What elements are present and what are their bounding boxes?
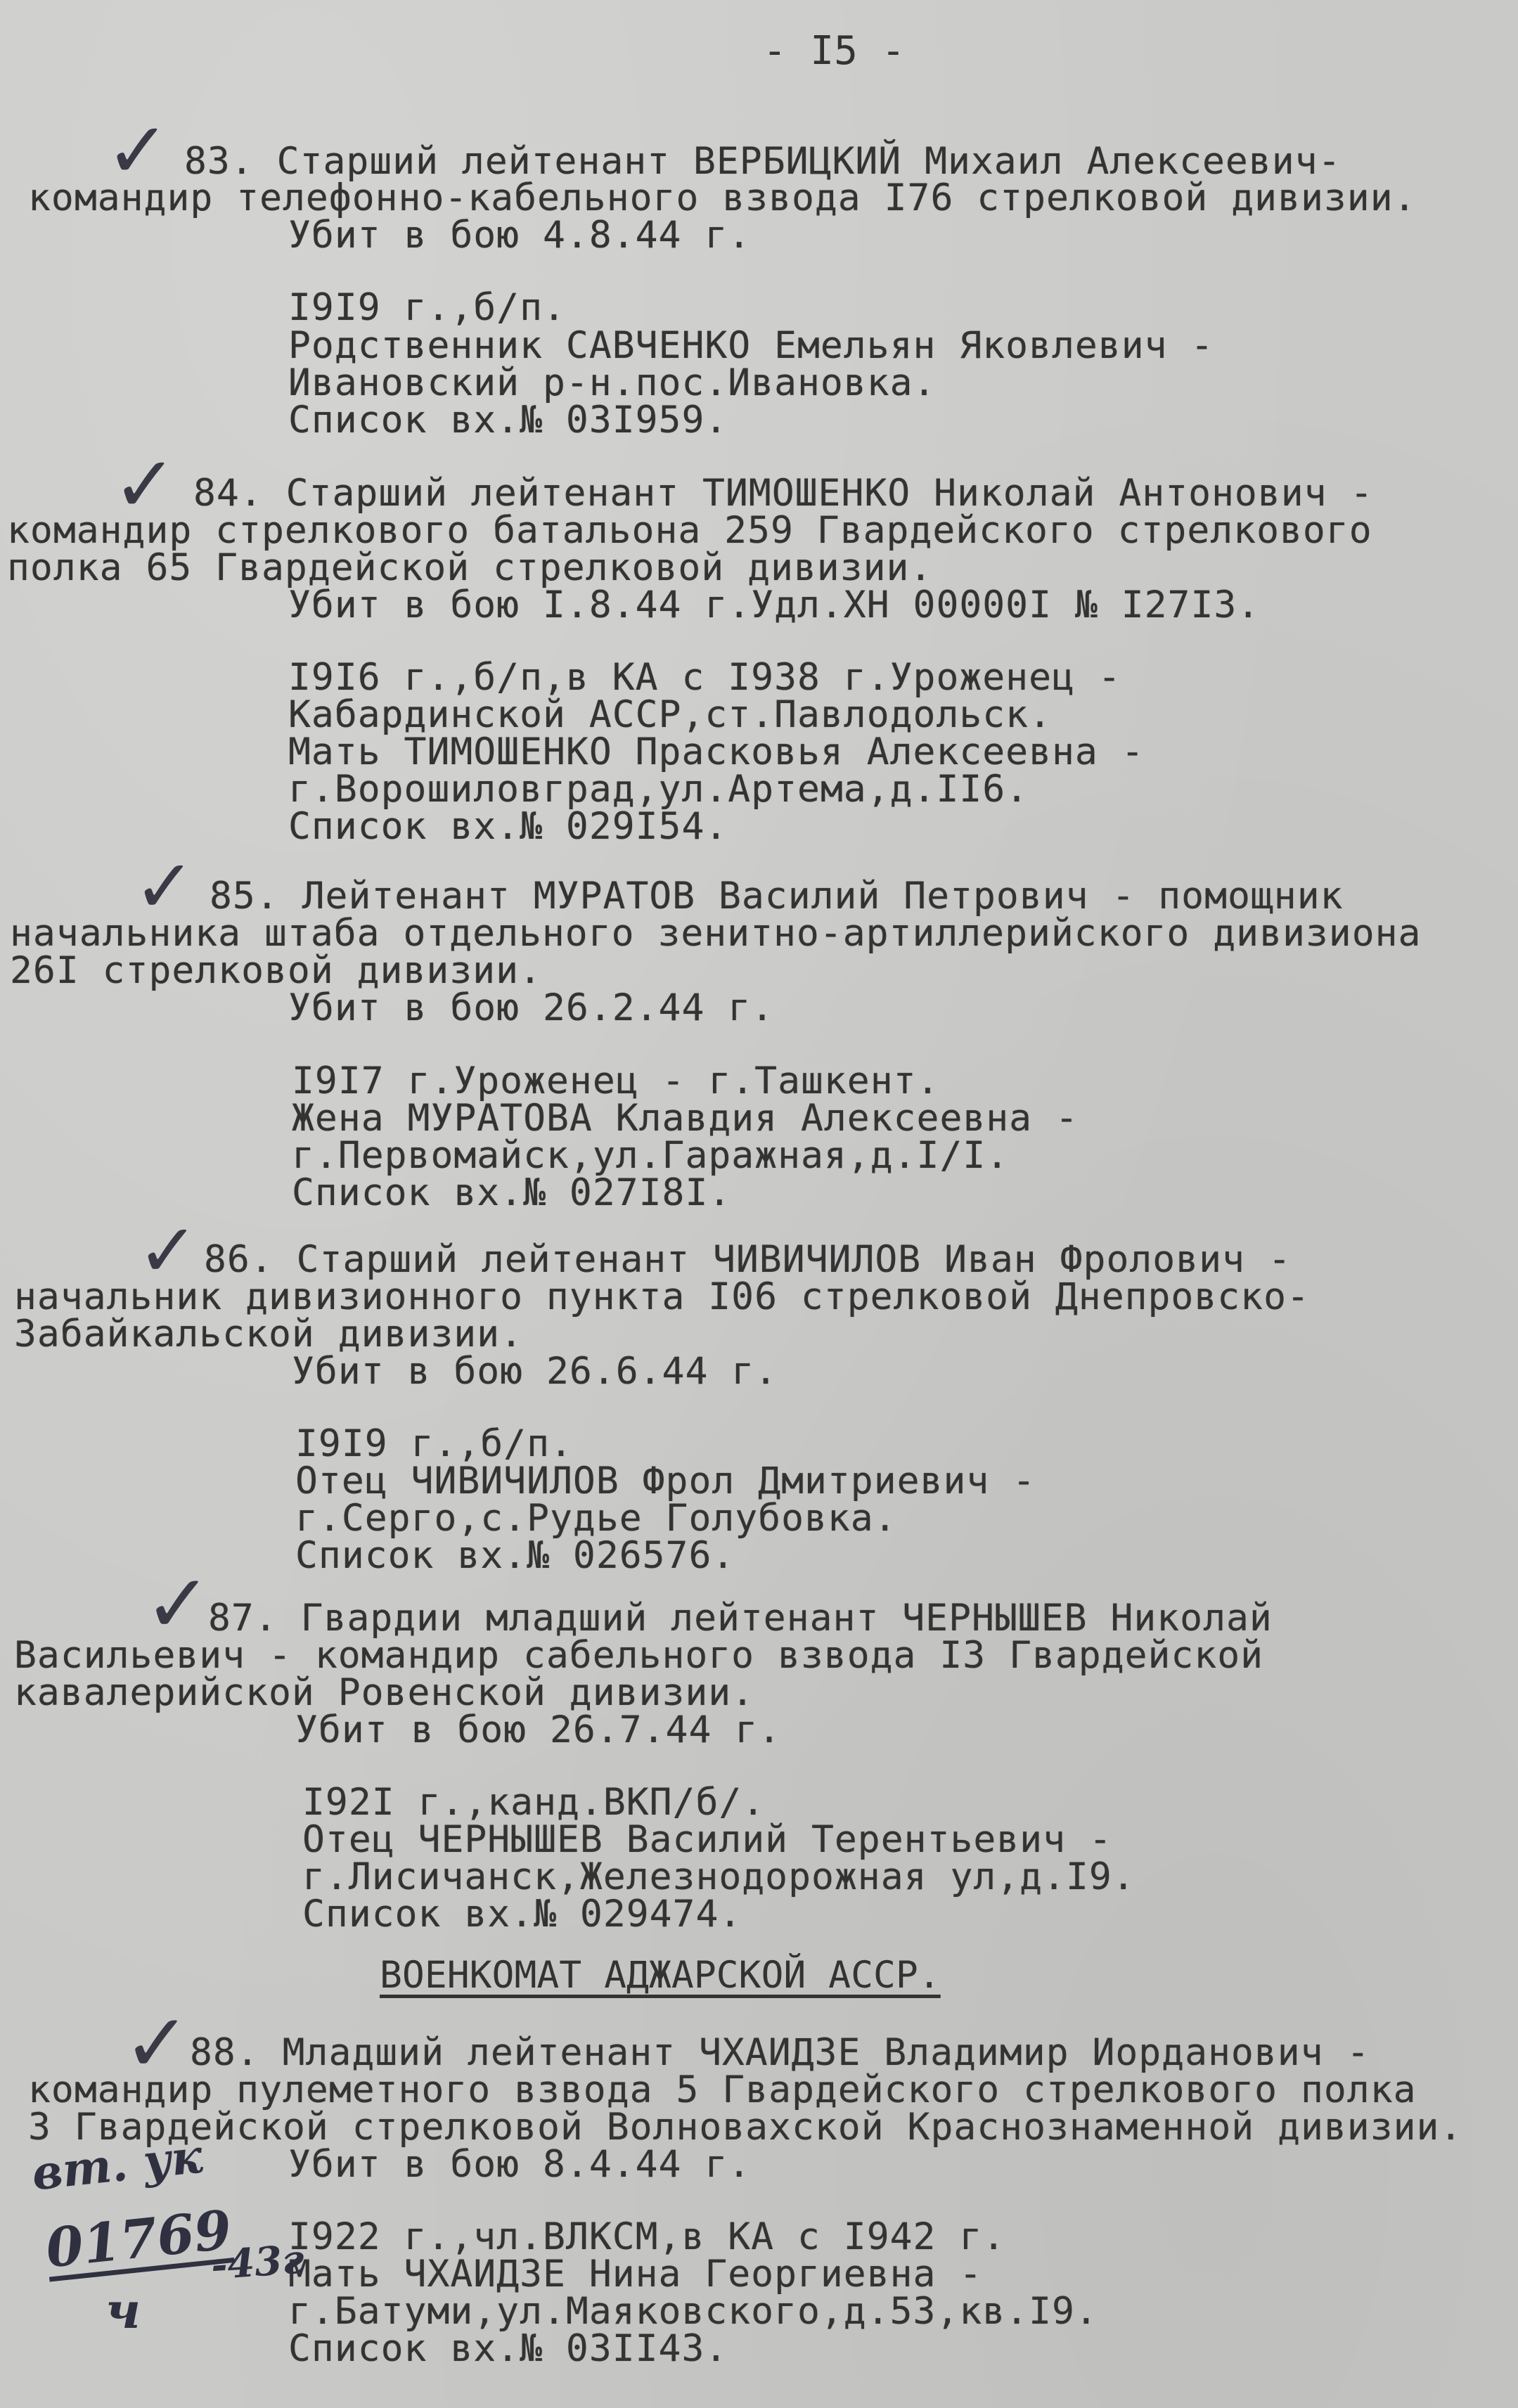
check-mark-icon: ✓: [144, 1557, 212, 1652]
entry-88-line-4: Убит в бою 8.4.44 г.: [288, 2143, 752, 2186]
entry-83-line-4: I9I9 г.,б/п.: [288, 286, 566, 329]
entry-85-line-7: г.Первомайск,ул.Гаражная,д.I/I.: [292, 1134, 1010, 1177]
check-mark-icon: ✓: [105, 105, 171, 195]
entry-86-line-5: I9I9 г.,б/п.: [295, 1422, 573, 1465]
entry-88-line-5: I922 г.,чл.ВЛКСМ,в КА с I942 г.: [288, 2215, 1006, 2258]
entry-84-line-6: Кабардинской АССР,ст.Павлодольск.: [288, 693, 1052, 736]
page-number: - I5 -: [763, 28, 906, 74]
entry-85-line-4: Убит в бою 26.2.44 г.: [288, 986, 775, 1029]
entry-85-line-5: I9I7 г.Уроженец - г.Ташкент.: [292, 1060, 940, 1102]
entry-86-line-4: Убит в бою 26.6.44 г.: [292, 1350, 778, 1393]
check-mark-icon: ✓: [123, 1997, 191, 2091]
entry-85-line-2: начальника штаба отдельного зенитно-артиллерийского дивизиона: [10, 912, 1422, 955]
entry-87-line-2: Васильевич - командир сабельного взвода I3 Гвардейской: [14, 1634, 1264, 1677]
entry-84-line-9: Список вх.№ 029I54.: [288, 805, 728, 848]
entry-85-line-6: Жена МУРАТОВА Клавдия Алексеевна -: [292, 1097, 1079, 1140]
entry-87-line-1: 87. Гвардии младший лейтенант ЧЕРНЫШЕВ Николай: [208, 1597, 1273, 1640]
entry-86-line-1: 86. Старший лейтенант ЧИВИЧИЛОВ Иван Фролович -: [204, 1238, 1292, 1281]
entry-83-line-5: Родственник САВЧЕНКО Емельян Яковлевич -: [288, 324, 1214, 367]
entry-84-line-2: командир стрелкового батальона 259 Гвардейского стрелкового: [7, 509, 1372, 552]
handwritten-note-4: -43г: [209, 2236, 306, 2289]
entry-87-line-6: Отец ЧЕРНЫШЕВ Василий Терентьевич -: [302, 1818, 1112, 1861]
entry-87-line-7: г.Лисичанск,Железнодорожная ул,д.I9.: [302, 1855, 1136, 1898]
entry-88-line-1: 88. Младший лейтенант ЧХАИДЗЕ Владимир Иорданович -: [190, 2031, 1370, 2074]
check-mark-icon: ✓: [134, 844, 195, 929]
entry-88-line-3: 3 Гвардейской стрелковой Волновахской Краснознаменной дивизии.: [28, 2106, 1463, 2149]
entry-84-line-4: Убит в бою I.8.44 г.Удл.ХН 00000I № I27I3.: [288, 584, 1261, 626]
entry-84-line-8: г.Ворошиловград,ул.Артема,д.II6.: [288, 768, 1029, 811]
entry-83-line-1: 83. Старший лейтенант ВЕРБИЦКИЙ Михаил Алексеевич-: [184, 140, 1342, 183]
entry-88-line-6: Мать ЧХАИДЗЕ Нина Георгиевна -: [288, 2253, 983, 2296]
entry-84-line-1: 84. Старший лейтенант ТИМОШЕНКО Николай Антонович -: [193, 472, 1374, 515]
entry-86-line-8: Список вх.№ 026576.: [295, 1534, 735, 1577]
section-heading: ВОЕНКОМАТ АДЖАРСКОЙ АССР.: [380, 1954, 941, 1997]
handwritten-note-2: 01769: [43, 2198, 235, 2280]
entry-84-line-3: полка 65 Гвардейской стрелковой дивизии.: [7, 546, 933, 589]
entry-85-line-3: 26I стрелковой дивизии.: [10, 949, 542, 992]
entry-88-line-2: командир пулеметного взвода 5 Гвардейского стрелкового полка: [28, 2068, 1417, 2111]
check-mark-icon: ✓: [112, 439, 178, 529]
entry-84-line-5: I9I6 г.,б/п,в КА с I938 г.Уроженец -: [288, 656, 1121, 699]
entry-87-line-5: I92I г.,канд.ВКП/б/.: [302, 1781, 766, 1824]
entry-86-line-2: начальник дивизионного пункта I06 стрелковой Днепровско-: [14, 1275, 1310, 1318]
entry-85-line-1: 85. Лейтенант МУРАТОВ Василий Петрович - помощник: [210, 875, 1344, 918]
entry-83-line-3: Убит в бою 4.8.44 г.: [288, 214, 752, 257]
entry-86-line-3: Забайкальской дивизии.: [14, 1313, 523, 1356]
entry-87-line-4: Убит в бою 26.7.44 г.: [295, 1708, 782, 1751]
entry-83-line-2: командир телефонно-кабельного взвода I76 стрелковой дивизии.: [28, 176, 1417, 219]
handwritten-note-1: вт. ук: [29, 2128, 205, 2201]
handwritten-note-3: ч: [105, 2281, 141, 2340]
entry-87-line-3: кавалерийской Ровенской дивизии.: [14, 1671, 755, 1714]
entry-87-line-8: Список вх.№ 029474.: [302, 1893, 742, 1936]
entry-83-line-6: Ивановский р-н.пос.Ивановка.: [288, 361, 937, 404]
entry-86-line-7: г.Серго,с.Рудье Голубовка.: [295, 1497, 897, 1540]
check-mark-icon: ✓: [137, 1208, 199, 1294]
entry-86-line-6: Отец ЧИВИЧИЛОВ Фрол Дмитриевич -: [295, 1460, 1036, 1502]
entry-88-line-7: г.Батуми,ул.Маяковского,д.53,кв.I9.: [288, 2290, 1098, 2333]
entry-88-line-8: Список вх.№ 03II43.: [288, 2327, 728, 2370]
entry-83-line-7: Список вх.№ 03I959.: [288, 399, 728, 442]
entry-85-line-8: Список вх.№ 027I8I.: [292, 1171, 732, 1214]
entry-84-line-7: Мать ТИМОШЕНКО Прасковья Алексеевна -: [288, 730, 1145, 773]
